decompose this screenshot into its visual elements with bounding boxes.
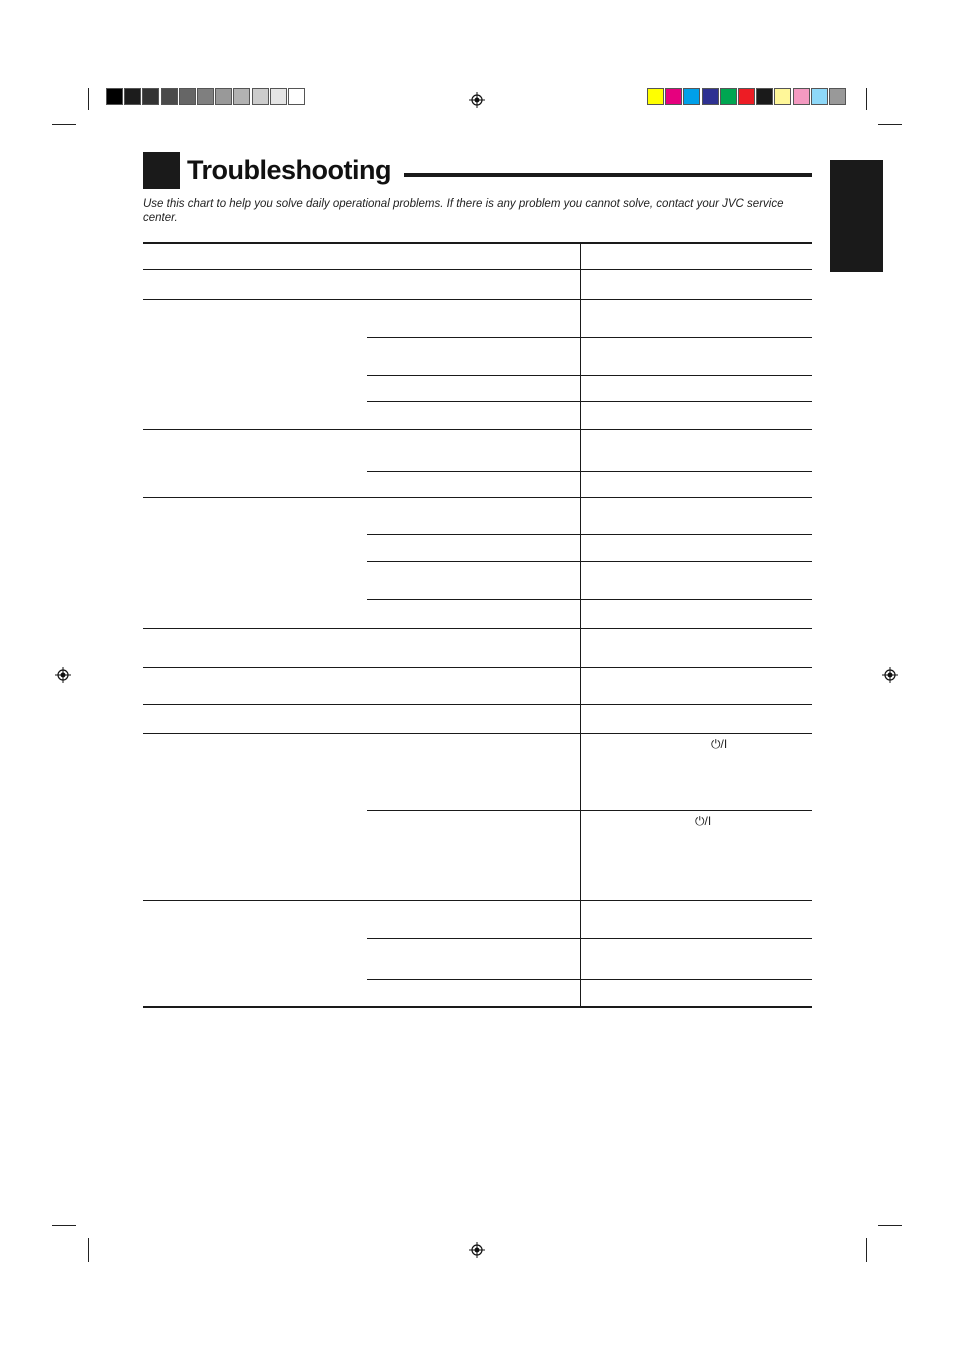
table-row-divider [143, 299, 812, 300]
table-row-divider [367, 471, 812, 472]
registration-mark-icon [469, 92, 485, 108]
table-row-divider [367, 401, 812, 402]
table-row-divider [367, 337, 812, 338]
color-swatch [270, 88, 287, 105]
page-title: Troubleshooting [187, 155, 391, 185]
color-swatch [161, 88, 178, 105]
table-row-divider [367, 599, 812, 600]
title-block-icon [143, 152, 180, 189]
registration-mark-icon [882, 667, 898, 683]
color-swatch [215, 88, 232, 105]
color-swatch [811, 88, 828, 105]
color-swatch [829, 88, 846, 105]
color-swatch [252, 88, 269, 105]
crop-mark-icon [866, 88, 867, 110]
crop-mark-icon [52, 1225, 76, 1226]
side-tab [830, 160, 883, 272]
table-row-divider [367, 810, 812, 811]
table-row-divider [143, 497, 812, 498]
color-swatch [106, 88, 123, 105]
table-row-divider [143, 900, 812, 901]
color-swatch [197, 88, 214, 105]
table-row-divider [143, 667, 812, 668]
crop-mark-icon [88, 1238, 89, 1262]
registration-mark-icon [55, 667, 71, 683]
color-swatch [179, 88, 196, 105]
color-swatch [647, 88, 664, 105]
table-row-divider [143, 628, 812, 629]
color-swatch [793, 88, 810, 105]
table-row-divider [367, 375, 812, 376]
color-swatch [124, 88, 141, 105]
color-swatch [233, 88, 250, 105]
crop-mark-icon [52, 124, 76, 125]
table-row-divider [143, 704, 812, 705]
color-swatch [756, 88, 773, 105]
crop-mark-icon [866, 1238, 867, 1262]
registration-mark-icon [469, 1242, 485, 1258]
color-swatch [702, 88, 719, 105]
crop-mark-icon [878, 124, 902, 125]
table-row-divider [367, 938, 812, 939]
table-row-divider [143, 269, 812, 270]
color-swatch [738, 88, 755, 105]
color-swatch [720, 88, 737, 105]
table-row-divider [367, 534, 812, 535]
color-swatch [665, 88, 682, 105]
crop-mark-icon [878, 1225, 902, 1226]
crop-mark-icon [88, 88, 89, 110]
color-swatch [774, 88, 791, 105]
color-swatch [142, 88, 159, 105]
table-row-divider [143, 429, 812, 430]
color-swatch [683, 88, 700, 105]
power-standby-icon: ⏻/I [695, 814, 712, 828]
table-row-divider [367, 561, 812, 562]
table-row-divider [143, 733, 812, 734]
intro-text: Use this chart to help you solve daily operational problems. If there is any problem you cannot solve, contact your JVC service center. [143, 198, 784, 224]
table-row-divider [367, 979, 812, 980]
title-rule [404, 173, 812, 177]
table-top-rule [143, 242, 812, 244]
column-divider [580, 243, 581, 1007]
table-bottom-rule [143, 1006, 812, 1008]
power-standby-icon: ⏻/I [711, 737, 728, 751]
color-swatch [288, 88, 305, 105]
